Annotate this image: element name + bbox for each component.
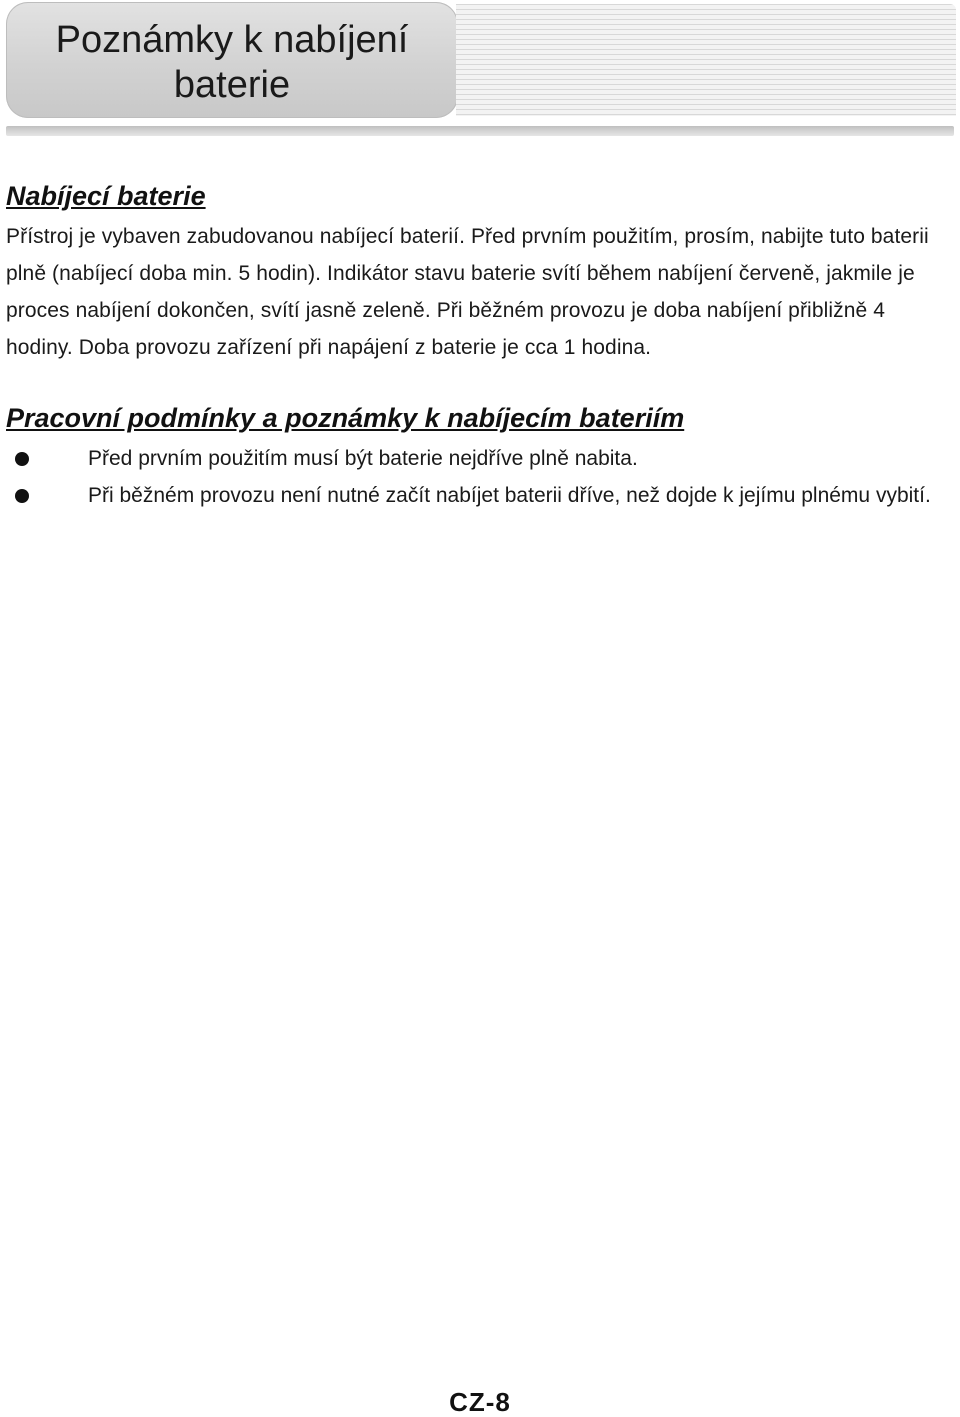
section-working-conditions [6, 400, 956, 514]
bullet-list [6, 440, 956, 514]
header-stripes-decoration [456, 4, 956, 116]
list-item-text: Před prvním použitím musí být baterie nejdříve plně nabita. [88, 447, 638, 470]
title-banner [6, 2, 458, 118]
page-number: CZ-8 [449, 1387, 511, 1417]
bullet-dot-icon [15, 489, 29, 503]
section-paragraph-charging-battery: Přístroj je vybaven zabudovanou nabíjecí baterií. Před prvním použitím, prosím, nabijte tuto baterii plně (nabíjecí doba min. 5 hodin). Indikátor stavu baterie svítí během nabíjení červeně, jakmile je proces nabíjení dokončen, svítí jasně zeleně. Při běžném provozu je doba nabíjení přibližně 4 hodiny. Doba provozu zařízení při napájení z baterie je cca 1 hodina. [6, 225, 929, 359]
section-heading-working-conditions: Pracovní podmínky a poznámky k nabíjecím bateriím [6, 403, 685, 433]
page-header [0, 0, 960, 150]
list-item-text: Při běžném provozu není nutné začít nabíjet baterii dříve, než dojde k jejímu plnému vybití. [88, 484, 931, 507]
page-title [6, 18, 458, 108]
header-divider [6, 126, 954, 136]
page-content [6, 178, 956, 514]
page-title-line1: Poznámky k nabíjení [55, 19, 409, 61]
section-charging-battery [6, 178, 956, 366]
page-title-line2: baterie [173, 64, 291, 106]
section-heading-charging-battery: Nabíjecí baterie [6, 181, 206, 211]
list-item [6, 440, 956, 477]
bullet-dot-icon [15, 452, 29, 466]
list-item [6, 477, 956, 514]
